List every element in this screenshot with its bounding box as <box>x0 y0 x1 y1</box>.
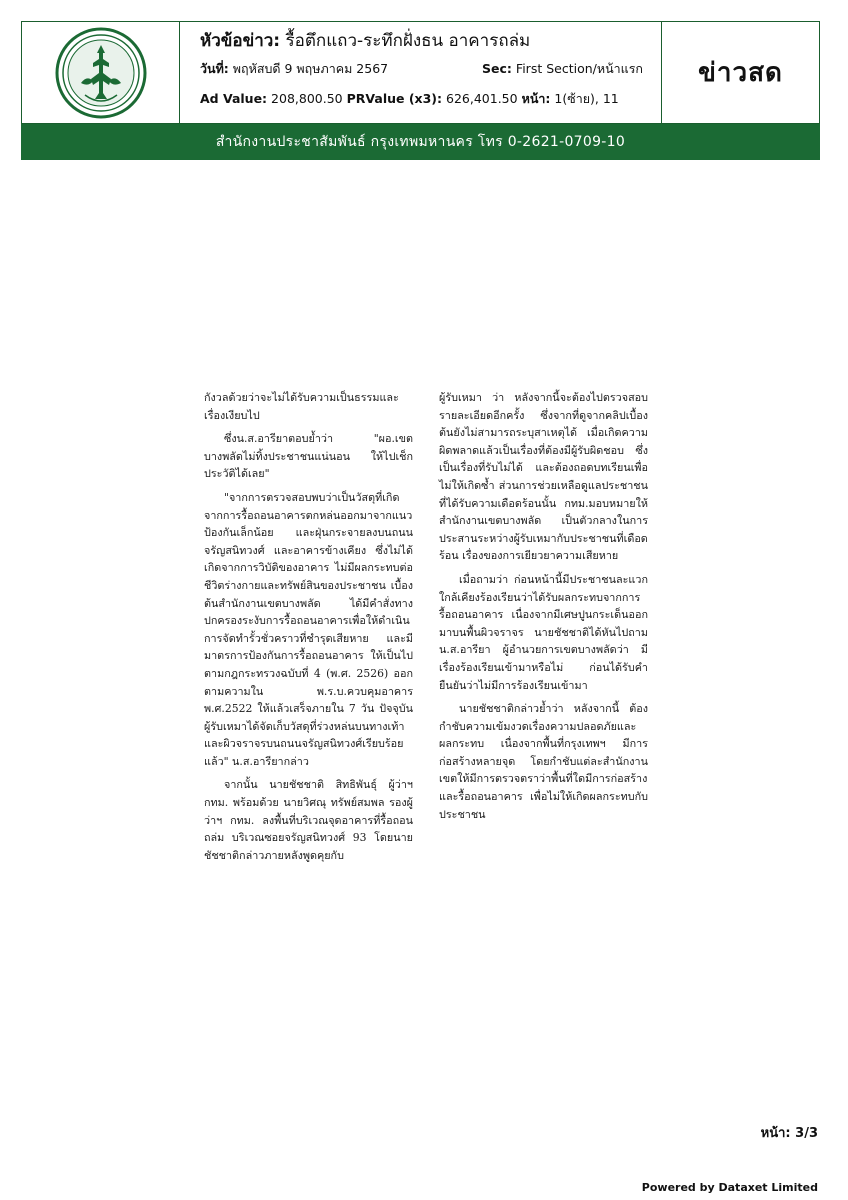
powered-by: Powered by Dataxet Limited <box>641 1181 818 1194</box>
date-value: พฤหัสบดี 9 พฤษภาคม 2567 <box>232 61 389 76</box>
headline-text: รื้อตึกแถว-ระทึกฝั่งธน อาคารถล่ม <box>285 31 531 51</box>
article-column-right <box>439 389 648 870</box>
paragraph: กังวลด้วยว่าจะไม่ได้รับความเป็นธรรมและเรื่องเงียบไป <box>204 391 399 422</box>
office-banner <box>21 124 820 160</box>
pr-value: 626,401.50 <box>446 91 518 106</box>
paragraph: ผู้รับเหมา ว่า หลังจากนี้จะต้องไปตรวจสอบรายละเอียดอีกครั้ง ซึ่งจากที่ดูจากคลิปเบื้องต้นยังไม่สามารถระบุสาเหตุได้ เมื่อเกิดความผิดพลาดแล้วเป็นเรื่องที่ต้องมีผู้รับผิดชอบ ซึ่งเป็นเรื่องที่รับไม่ได้ และต้องถอดบทเรียนเพื่อไม่ให้เกิดซ้ำ ส่วนการช่วยเหลือดูแลประชาชนที่ได้รับความเดือดร้อนนั้น กทม.มอบหมายให้สำนักงานเขตบางพลัด เป็นตัวกลางในการประสานระหว่างผู้รับเหมากับประชาชนที่เดือดร้อน เรื่องของการเยียวยาความเสียหาย <box>439 391 648 563</box>
page-label: หน้า: <box>521 91 551 106</box>
publication-name: ข่าวสด <box>698 58 783 88</box>
paragraph: นายชัชชาติกล่าวย้ำว่า หลังจากนี้ ต้องกำชับความเข้มงวดเรื่องความปลอดภัยและผลกระทบ เนื่องจากพื้นที่กรุงเทพฯ มีการก่อสร้างหลายจุด โดยกำชับแต่ละสำนักงานเขตให้มีการตรวจตราว่าพื้นที่ใดมีการก่อสร้างและรื้อถอนอาคาร เพื่อไม่ให้เกิดผลกระทบกับประชาชน <box>439 702 648 821</box>
date-label: วันที่: <box>200 61 229 76</box>
article-column-left <box>204 389 413 870</box>
value-row <box>200 90 651 108</box>
article-body <box>204 389 648 870</box>
ad-value-label: Ad Value: <box>200 91 268 106</box>
page-value: 1(ซ้าย), 11 <box>554 91 619 106</box>
office-banner-text: สำนักงานประชาสัมพันธ์ กรุงเทพมหานคร โทร 0-2621-0709-10 <box>215 134 626 150</box>
publication-cell <box>662 22 819 123</box>
section-value: First Section/หน้าแรก <box>515 61 643 76</box>
pr-value-label: PRValue (x3): <box>346 91 443 106</box>
section-label: Sec: <box>482 61 512 76</box>
clipping-info <box>180 22 662 123</box>
ad-value: 208,800.50 <box>271 91 343 106</box>
page-number-value: 3/3 <box>795 1126 818 1141</box>
headline-label: หัวข้อข่าว: <box>200 31 281 51</box>
page-number-label: หน้า: <box>760 1126 791 1141</box>
bangkok-seal-logo-icon <box>51 23 151 123</box>
page-number <box>761 1122 818 1143</box>
paragraph: "จากการตรวจสอบพบว่าเป็นวัสดุที่เกิดจากการรื้อถอนอาคารตกหล่นออกมาจากแนวป้องกันเล็กน้อย และฝุ่นกระจายลงบนถนนจรัญสนิทวงศ์ และอาคารข้างเคียง ซึ่งไม่ได้เกิดจากการวิบัติของอาคาร ไม่มีผลกระทบต่อชีวิตร่างกายและทรัพย์สินของประชาชน เบื้องต้นสำนักงานเขตบางพลัด ได้มีคำสั่งทางปกครองระงับการรื้อถอนอาคารเพื่อให้ดำเนินการจัดทำรั้วชั่วคราวที่ชำรุดเสียหาย และมีมาตรการป้องกันการรื้อถอนอาคาร ให้เป็นไปตามกฎกระทรวงฉบับที่ 4 (พ.ศ. 2526) ออกตามความใน พ.ร.บ.ควบคุมอาคาร พ.ศ.2522 ให้แล้วเสร็จภายใน 7 วัน ปัจจุบันผู้รับเหมาได้จัดเก็บวัสดุที่ร่วงหล่นบนทางเท้าและผิวจราจรบนถนนจรัญสนิทวงศ์เรียบร้อยแล้ว" น.ส.อารียากล่าว <box>204 490 413 768</box>
paragraph: เมื่อถามว่า ก่อนหน้านี้มีประชาชนละแวกใกล้เคียงร้องเรียนว่าได้รับผลกระทบจากการรื้อถอนอาคาร เนื่องจากมีเศษปูนกระเด็นออกมาบนพื้นผิวจราจร นายชัชชาติได้หันไปถาม น.ส.อารียา ผู้อำนวยการเขตบางพลัดว่า มีเรื่องร้องเรียนเข้ามาหรือไม่ ก่อนได้รับคำยืนยันว่าไม่มีการร้องเรียนเข้ามา <box>439 572 648 692</box>
date-section-row <box>200 60 651 78</box>
headline-row <box>200 30 651 52</box>
clipping-header <box>21 21 820 124</box>
paragraph: จากนั้น นายชัชชาติ สิทธิพันธุ์ ผู้ว่าฯ กทม. พร้อมด้วย นายวิศณุ ทรัพย์สมพล รองผู้ว่าฯ กทม. ลงพื้นที่บริเวณจุดอาคารที่รื้อถอนถล่ม บริเวณซอยจรัญสนิทวงศ์ 93 โดยนายชัชชาติกล่าวภายหลังพูดคุยกับ <box>204 778 413 862</box>
logo-cell <box>22 22 180 123</box>
paragraph: ซึ่งน.ส.อารียาตอบย้ำว่า "ผอ.เขตบางพลัดไม่ทิ้งประชาชนแน่นอน ให้ไปเช็กประวัติได้เลย" <box>204 432 413 481</box>
